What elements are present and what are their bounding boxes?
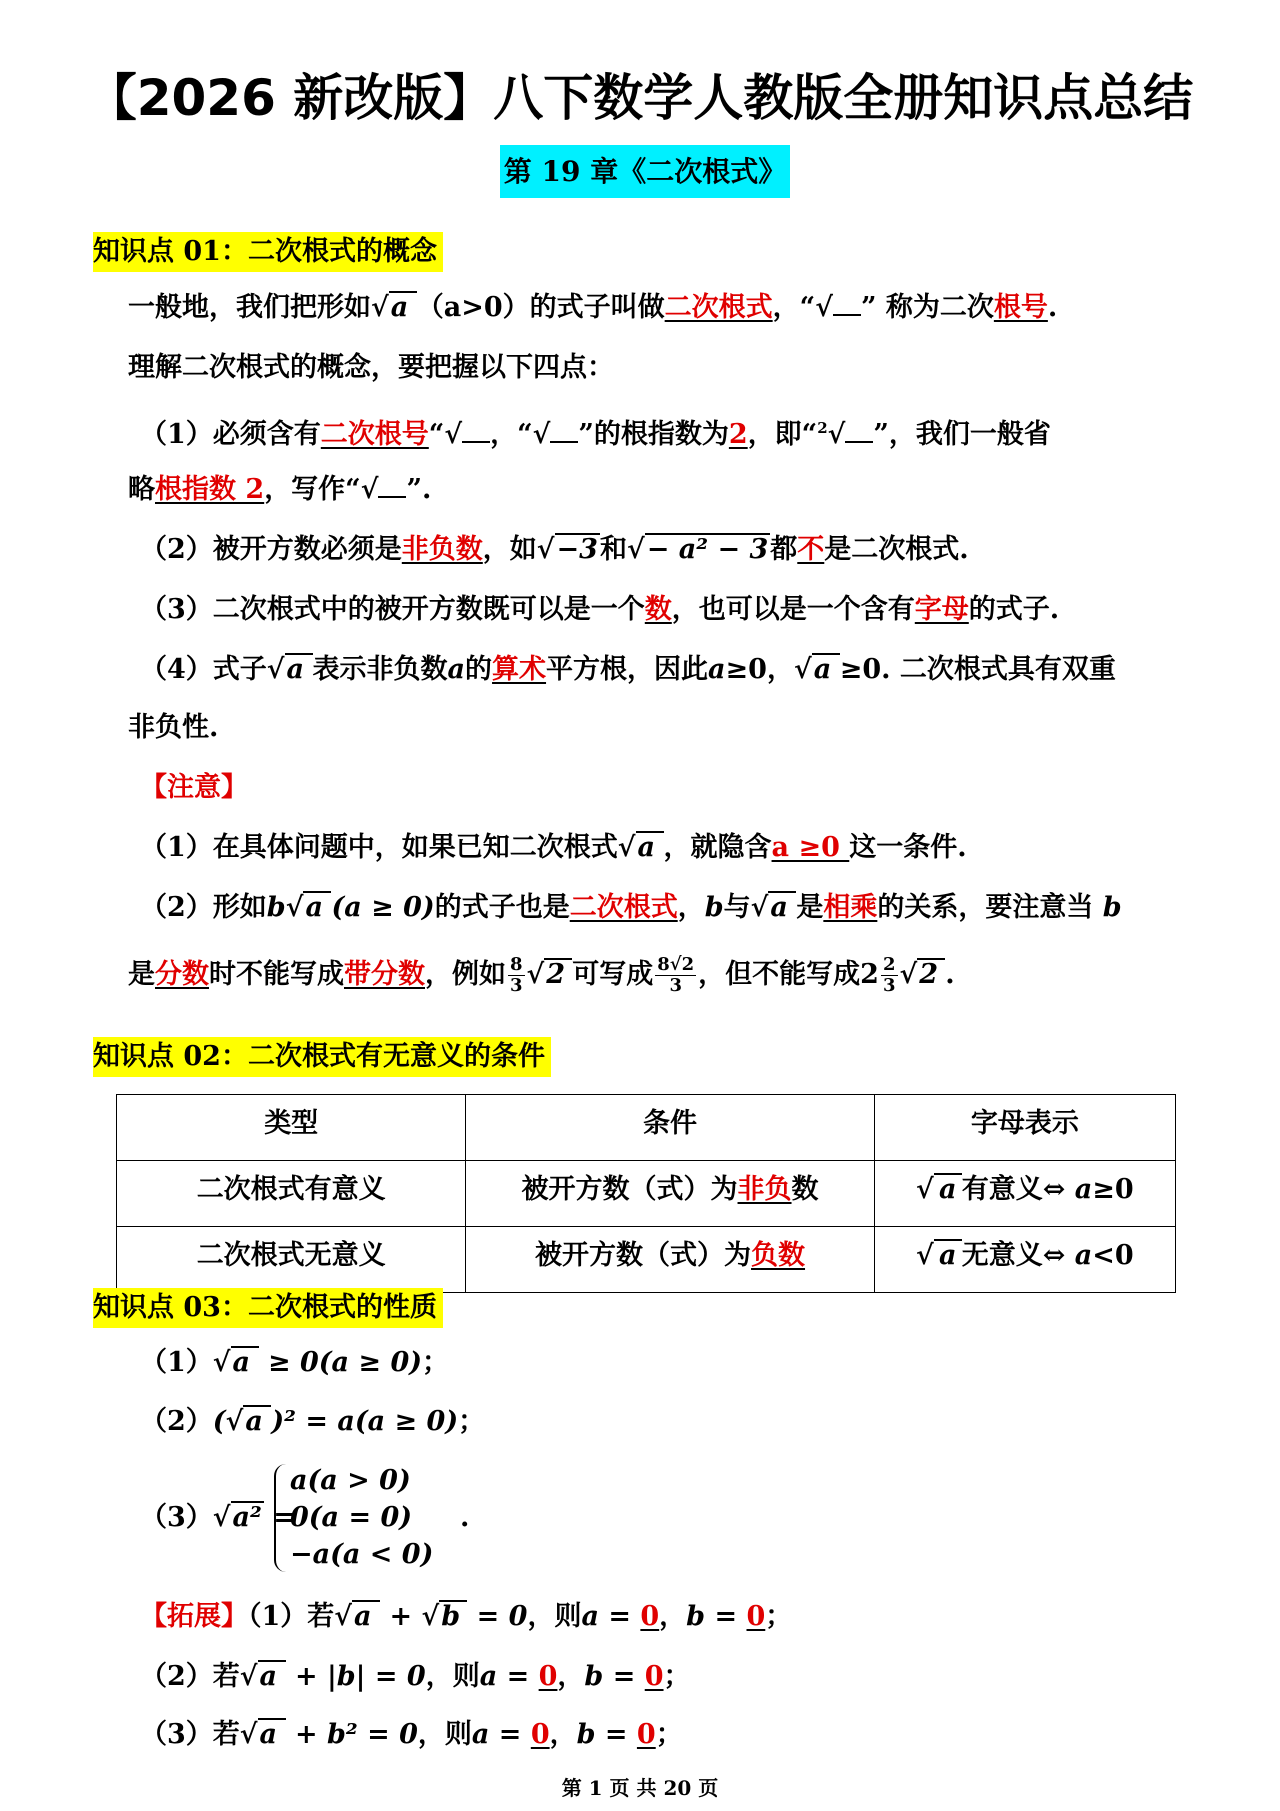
math-text: a xyxy=(1074,1174,1093,1205)
text: 平方根，因此 xyxy=(546,654,709,685)
radical-sign-icon: √ xyxy=(212,1347,231,1378)
radical-sign-icon: √ xyxy=(899,959,918,990)
text: ， xyxy=(677,892,705,923)
radicand xyxy=(833,314,861,316)
case-3: −a(a < 0) xyxy=(290,1539,434,1570)
square-root-expression xyxy=(240,1661,286,1692)
answer-blank: 根号 xyxy=(993,292,1048,323)
square-root-expression xyxy=(226,1406,272,1437)
text: （2）被开方数必须是 xyxy=(140,534,402,565)
radicand xyxy=(845,441,873,443)
radical-sign-icon: √ xyxy=(285,892,304,923)
text: 被开方数（式）为 xyxy=(535,1240,752,1271)
math-text: b = xyxy=(576,1719,637,1750)
radicand: a xyxy=(243,1405,271,1437)
denominator: 3 xyxy=(882,975,896,996)
text: 表示非负数 xyxy=(312,654,448,685)
math-text: a xyxy=(447,654,466,685)
answer-blank: 分数 xyxy=(155,959,209,990)
text-line xyxy=(140,1715,683,1755)
text: 时不能写成 xyxy=(209,959,344,990)
answer-blank: 带分数 xyxy=(344,959,425,990)
math-text: )² = a(a ≥ 0) xyxy=(271,1406,459,1437)
square-root-expression xyxy=(751,892,797,923)
radical-sign-icon: √ xyxy=(334,1601,353,1632)
answer-blank: 算术 xyxy=(492,654,547,685)
radical-sign-icon: √ xyxy=(444,419,463,450)
radicand: a xyxy=(389,291,417,323)
radicand: −3 xyxy=(556,534,598,565)
math-text: ≥ 0(a ≥ 0) xyxy=(258,1347,423,1378)
answer-blank: 字母 xyxy=(914,594,969,625)
table-row xyxy=(117,1227,1176,1293)
text: ，则 xyxy=(425,1661,480,1692)
radical-sign-icon: √ xyxy=(371,292,389,323)
answer-blank: 相乘 xyxy=(823,892,878,923)
radical-sign-icon: √ xyxy=(526,959,545,990)
text: ； xyxy=(458,1406,486,1437)
text: 可写成 xyxy=(572,959,654,990)
text: ，如 xyxy=(482,534,537,565)
radical-sign-icon: √ xyxy=(827,419,846,450)
radical-sign-icon: √ xyxy=(750,892,769,923)
radical-sign-icon: √ xyxy=(266,654,285,685)
math-text: a = xyxy=(479,1661,539,1692)
root-index: 2 xyxy=(817,419,828,437)
text-line xyxy=(140,1498,296,1538)
text: ； xyxy=(765,1601,793,1632)
knowledge-point-02-heading: 知识点 02：二次根式有无意义的条件 xyxy=(93,1037,551,1077)
answer-blank: 二次根式 xyxy=(664,292,773,323)
text: 和 xyxy=(599,534,627,565)
square-root-expression xyxy=(916,1240,962,1271)
answer-blank: a ≥0 xyxy=(771,832,850,863)
text: （1）在具体问题中，如果已知二次根式 xyxy=(140,832,618,863)
text-line xyxy=(140,1402,485,1442)
text: ， xyxy=(557,1661,585,1692)
radical-sign-icon: √ xyxy=(360,474,379,505)
text: 略 xyxy=(128,474,155,505)
radicand: a xyxy=(258,1660,286,1692)
knowledge-point-03-heading: 知识点 03：二次根式的性质 xyxy=(93,1288,443,1328)
radical-sign-icon: √ xyxy=(626,534,645,565)
text: 有意义⇔ xyxy=(961,1174,1075,1205)
square-root-expression xyxy=(240,1719,286,1750)
text: ” 称为二次 xyxy=(860,292,994,323)
square-root-expression xyxy=(900,959,946,990)
radical-sign-icon: √ xyxy=(212,1502,231,1533)
chapter-heading: 第 19 章《二次根式》 xyxy=(500,145,790,198)
answer-blank: 非负 xyxy=(737,1174,792,1205)
square-root-expression xyxy=(267,654,313,685)
text: （3） xyxy=(140,1502,213,1533)
answer-blank: 2 xyxy=(728,419,748,450)
answer-blank: 不 xyxy=(797,534,825,565)
square-root-expression xyxy=(361,474,407,505)
radicand: a xyxy=(812,653,840,685)
text: 无意义⇔ xyxy=(961,1240,1075,1271)
radical-sign-icon: √ xyxy=(815,292,833,323)
fraction xyxy=(655,955,696,996)
math-text: a = xyxy=(471,1719,531,1750)
text: . xyxy=(945,959,955,990)
radical-sign-icon: √ xyxy=(793,654,812,685)
text: ，例如 xyxy=(425,959,506,990)
text: ， xyxy=(659,1601,687,1632)
radicand: a xyxy=(352,1600,380,1632)
text-line xyxy=(128,288,1057,328)
text: 是二次根式. xyxy=(824,534,969,565)
table-cell xyxy=(874,1161,1175,1227)
radicand: b xyxy=(439,1600,467,1632)
text-line xyxy=(140,1343,449,1383)
radicand: 2 xyxy=(544,958,572,990)
denominator: 3 xyxy=(510,975,523,996)
square-root-expression xyxy=(815,292,861,323)
radicand: a² xyxy=(232,1502,262,1533)
text: 非负性. xyxy=(128,712,219,743)
text: 被开方数（式）为 xyxy=(521,1174,738,1205)
text: 类型 xyxy=(264,1108,319,1139)
text: 的 xyxy=(465,654,493,685)
text: （2） xyxy=(140,1406,213,1437)
numerator: 8√2 xyxy=(657,954,695,975)
text: ”的根指数为 xyxy=(578,419,729,450)
note-label: 【拓展】 xyxy=(140,1601,248,1632)
text: 条件 xyxy=(643,1108,698,1139)
square-root-expression xyxy=(527,959,573,990)
square-root-expression xyxy=(533,419,579,450)
text: ； xyxy=(422,1347,450,1378)
answer-blank: 0 xyxy=(640,1601,660,1632)
page-footer: 第 1 页 共 20 页 xyxy=(561,1776,719,1800)
square-root-expression xyxy=(794,654,840,685)
text: 是 xyxy=(796,892,824,923)
answer-blank: 根指数 2 xyxy=(155,474,265,505)
square-root-expression xyxy=(627,534,770,565)
text-line xyxy=(140,768,248,808)
text: ，“ xyxy=(490,419,533,450)
math-text: + |b| = 0 xyxy=(285,1661,426,1692)
math-text: b xyxy=(266,892,286,923)
radicand: a xyxy=(258,1718,286,1750)
answer-blank: 0 xyxy=(644,1661,664,1692)
radicand xyxy=(550,441,578,443)
table-cell xyxy=(874,1095,1175,1161)
radicand: − a² − 3 xyxy=(646,534,769,565)
text: （1）必须含有 xyxy=(140,419,321,450)
text: ，但不能写成2 xyxy=(698,959,879,990)
text: 一般地，我们把形如 xyxy=(128,292,371,323)
text: （3）二次根式中的被开方数既可以是一个 xyxy=(140,594,645,625)
answer-blank: 负数 xyxy=(751,1240,806,1271)
text: 数 xyxy=(791,1174,819,1205)
answer-blank: 二次根式 xyxy=(569,892,678,923)
radicand: a xyxy=(231,1346,259,1378)
square-root-expression xyxy=(421,1601,467,1632)
text: 的式子也是 xyxy=(434,892,570,923)
table-cell xyxy=(117,1227,466,1293)
math-text: b = xyxy=(686,1601,747,1632)
text-line xyxy=(140,408,1051,455)
math-text: (a ≥ 0) xyxy=(331,892,435,923)
text: ，则 xyxy=(527,1601,582,1632)
text: 这一条件. xyxy=(849,832,967,863)
text: ≥0， xyxy=(725,654,794,685)
square-root-expression xyxy=(444,419,490,450)
text: ； xyxy=(663,1661,691,1692)
fraction xyxy=(508,955,525,996)
text: ，即“ xyxy=(747,419,818,450)
radicand: a xyxy=(934,1173,962,1205)
radicand: 2 xyxy=(917,958,945,990)
text: 的关系，要注意当 xyxy=(877,892,1103,923)
text: ≥0 xyxy=(1092,1174,1134,1205)
text: （1）若 xyxy=(248,1601,335,1632)
table-cell xyxy=(466,1095,874,1161)
text: ， xyxy=(549,1719,577,1750)
text: “ xyxy=(428,419,445,450)
text: （3）若 xyxy=(140,1719,240,1750)
denominator: 3 xyxy=(669,975,682,996)
radicand: a xyxy=(303,891,331,923)
piecewise-cases xyxy=(290,1462,470,1573)
text-line xyxy=(140,530,969,570)
table-header-row xyxy=(117,1095,1176,1161)
text-line xyxy=(128,470,431,510)
fraction xyxy=(881,955,898,996)
answer-blank: 0 xyxy=(746,1601,766,1632)
text: ，“ xyxy=(772,292,816,323)
square-root-expression xyxy=(618,832,664,863)
radical-sign-icon: √ xyxy=(915,1240,934,1271)
radical-sign-icon: √ xyxy=(239,1661,258,1692)
numerator: 2 xyxy=(882,954,896,975)
text: ； xyxy=(655,1719,683,1750)
math-text: = xyxy=(263,1502,296,1533)
table-cell xyxy=(874,1227,1175,1293)
square-root-expression xyxy=(213,1502,264,1533)
text: 与 xyxy=(723,892,751,923)
text: （a>0）的式子叫做 xyxy=(416,292,665,323)
text-line xyxy=(140,828,967,868)
text: 是 xyxy=(128,959,155,990)
left-brace xyxy=(274,1464,288,1572)
document-title: 【2026 新改版】八下数学人教版全册知识点总结 xyxy=(86,69,1194,127)
square-root-expression xyxy=(286,892,332,923)
text: 二次根式有意义 xyxy=(196,1174,386,1205)
math-text: a xyxy=(708,654,726,685)
text: . xyxy=(1047,292,1058,323)
text: （4）式子 xyxy=(140,654,267,685)
answer-blank: 非负数 xyxy=(401,534,483,565)
square-root-expression xyxy=(916,1174,962,1205)
square-root-expression xyxy=(537,534,600,565)
radical-sign-icon: √ xyxy=(225,1406,244,1437)
radicand xyxy=(462,441,490,443)
square-root-expression xyxy=(334,1601,380,1632)
math-text: ( xyxy=(212,1406,226,1437)
text: （1） xyxy=(140,1347,213,1378)
text: <0 xyxy=(1092,1240,1134,1271)
radicand: a xyxy=(934,1239,962,1271)
text: ，则 xyxy=(417,1719,472,1750)
answer-blank: 0 xyxy=(636,1719,656,1750)
text-line xyxy=(128,348,614,388)
math-text: b xyxy=(704,892,724,923)
text: 的式子. xyxy=(968,594,1060,625)
radical-sign-icon: √ xyxy=(532,419,551,450)
radicand xyxy=(378,496,406,498)
text: ”. xyxy=(406,474,432,505)
text: （2）若 xyxy=(140,1661,240,1692)
text-line xyxy=(140,888,1122,928)
radical-sign-icon: √ xyxy=(239,1719,258,1750)
text-line xyxy=(140,1657,691,1697)
radicand: a xyxy=(285,653,313,685)
table-row xyxy=(117,1161,1176,1227)
radicand: a xyxy=(636,831,664,863)
answer-blank: 数 xyxy=(644,594,672,625)
note-label: 【注意】 xyxy=(140,772,248,803)
case-1: a(a > 0) xyxy=(290,1465,411,1496)
square-root-expression xyxy=(828,419,874,450)
text-line xyxy=(140,650,1116,690)
text-line xyxy=(140,1597,792,1637)
radical-sign-icon: √ xyxy=(915,1174,934,1205)
table-cell xyxy=(117,1161,466,1227)
radical-sign-icon: √ xyxy=(421,1601,440,1632)
radicand: a xyxy=(768,891,796,923)
table-cell xyxy=(466,1227,874,1293)
text: （2）形如 xyxy=(140,892,267,923)
text: ，也可以是一个含有 xyxy=(671,594,915,625)
text-line xyxy=(140,590,1059,630)
table-cell xyxy=(466,1161,874,1227)
radical-sign-icon: √ xyxy=(536,534,555,565)
math-text: + xyxy=(380,1601,422,1632)
text-line xyxy=(128,708,218,748)
knowledge-point-01-heading: 知识点 01：二次根式的概念 xyxy=(93,232,443,272)
answer-blank: 二次根号 xyxy=(320,419,429,450)
math-text: + b² = 0 xyxy=(285,1719,418,1750)
numerator: 8 xyxy=(510,954,523,975)
answer-blank: 0 xyxy=(530,1719,550,1750)
condition-table xyxy=(116,1094,1176,1293)
case-2: 0(a = 0) xyxy=(290,1502,413,1533)
text: 理解二次根式的概念，要把握以下四点： xyxy=(128,352,614,383)
text: 都 xyxy=(770,534,798,565)
text: 二次根式无意义 xyxy=(196,1240,386,1271)
cases-period: . xyxy=(460,1502,470,1533)
math-text: a = xyxy=(581,1601,641,1632)
text: ，就隐含 xyxy=(663,832,772,863)
radical-sign-icon: √ xyxy=(617,832,636,863)
math-text: b xyxy=(1102,892,1122,923)
text-line xyxy=(128,955,955,996)
math-text: b = xyxy=(584,1661,645,1692)
text: ，写作“ xyxy=(264,474,361,505)
math-text: a xyxy=(1074,1240,1093,1271)
answer-blank: 0 xyxy=(538,1661,558,1692)
square-root-expression xyxy=(213,1347,259,1378)
text: ≥0. 二次根式具有双重 xyxy=(839,654,1116,685)
table-cell xyxy=(117,1095,466,1161)
math-text: = 0 xyxy=(467,1601,528,1632)
text: 字母表示 xyxy=(970,1108,1079,1139)
text: ”，我们一般省 xyxy=(873,419,1051,450)
square-root-expression xyxy=(371,292,417,323)
